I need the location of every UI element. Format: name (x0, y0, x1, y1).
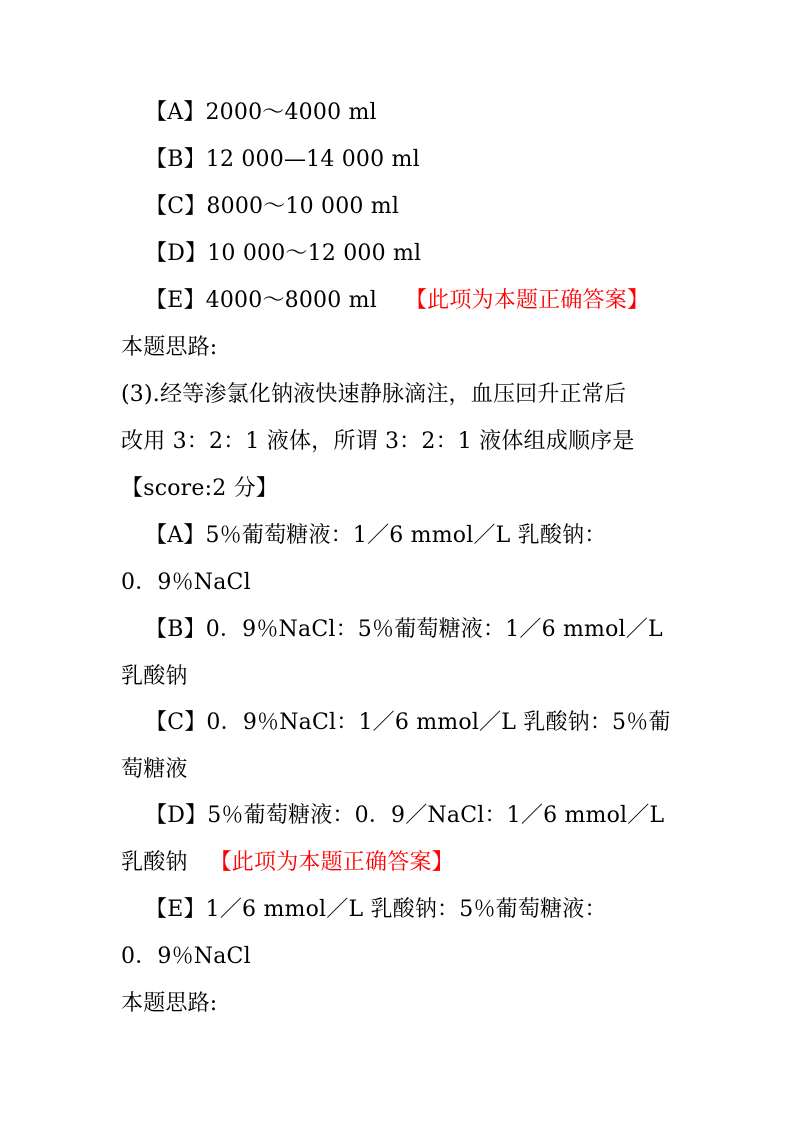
q3-option-a-line-2: 0．9％NaCl (121, 570, 251, 595)
q2-option-c (145, 192, 399, 222)
q3-score: 【score:2 分】 (121, 476, 278, 501)
q3-option-b-line-2: 乳酸钠 (121, 664, 188, 689)
q3-option-a-line-1: 【A】5％葡萄糖液：1／6 mmol／L 乳酸钠： (145, 523, 607, 548)
q3-option-d-line-2 (121, 848, 454, 878)
q2-option-d-text: 【D】10 000～12 000 ml (145, 241, 422, 266)
q3-text-line-1: (3).经等渗氯化钠液快速静脉滴注，血压回升正常后 (121, 382, 627, 407)
q3-option-e-line-2: 0．9％NaCl (121, 944, 251, 969)
q2-option-a (145, 98, 377, 128)
q3-option-d-line-2-text: 乳酸钠 (121, 850, 188, 875)
q3-text-line-2: 改用 3：2：1 液体，所谓 3：2：1 液体组成顺序是 (121, 429, 635, 454)
q3-correct-answer-mark: 【此项为本题正确答案】 (209, 850, 454, 875)
q3-option-d-line-1: 【D】5％葡萄糖液：0．9／NaCl：1／6 mmol／L (145, 803, 665, 828)
q2-option-d (145, 239, 421, 269)
q2-option-b (145, 145, 420, 175)
q2-correct-answer-mark: 【此项为本题正确答案】 (404, 288, 650, 313)
q2-option-b-text: 【B】12 000—14 000 ml (145, 147, 420, 172)
q2-option-c-text: 【C】8000～10 000 ml (145, 194, 400, 219)
q2-explanation-label: 本题思路: (121, 335, 218, 360)
q3-option-e-line-1: 【E】1／6 mmol／L 乳酸钠：5％葡萄糖液： (145, 897, 607, 922)
q3-option-b-line-1: 【B】0．9％NaCl：5％葡萄糖液：1／6 mmol／L (145, 617, 663, 642)
q2-option-e-text: 【E】4000～8000 ml (145, 288, 377, 313)
q3-option-c-line-1: 【C】0．9％NaCl：1／6 mmol／L 乳酸钠：5％葡 (145, 710, 671, 735)
q2-option-a-text: 【A】2000～4000 ml (145, 100, 377, 125)
q3-explanation-label: 本题思路: (121, 991, 218, 1016)
q3-option-c-line-2: 萄糖液 (121, 757, 188, 782)
q2-option-e (145, 286, 649, 316)
